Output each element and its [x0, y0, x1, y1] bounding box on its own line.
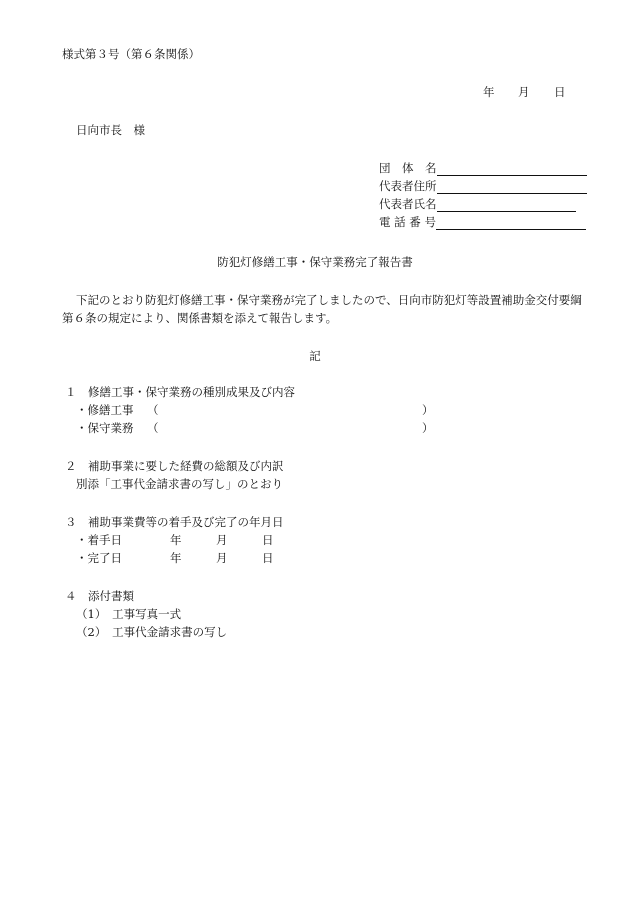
- attachment-item: （2） 工事代金請求書の写し: [76, 625, 228, 639]
- rep-address-field[interactable]: [437, 180, 587, 194]
- applicant-phone-row: [379, 216, 586, 230]
- group-name-label: 団 体 名: [379, 161, 437, 176]
- section3-heading: ３ 補助事業費等の着手及び完了の年月日: [65, 515, 284, 529]
- date-year-label: 年: [483, 85, 495, 99]
- end-year-label: 年: [170, 551, 182, 565]
- maintenance-paren-open: （: [147, 421, 159, 435]
- repair-work-paren-open: （: [147, 403, 159, 417]
- repair-work-label: ・修繕工事: [76, 403, 134, 417]
- end-month-label: 月: [216, 551, 228, 565]
- date-day-label: 日: [554, 85, 566, 99]
- section2-content: 別添「工事代金請求書の写し」のとおり: [76, 477, 283, 491]
- date-month-label: 月: [518, 85, 530, 99]
- section1-heading: １ 修繕工事・保守業務の種別成果及び内容: [65, 385, 295, 399]
- phone-label: 電 話 番 号: [379, 215, 436, 230]
- section4-heading: ４ 添付書類: [65, 589, 134, 603]
- applicant-name-row: [379, 198, 576, 212]
- attachment-item: （1） 工事写真一式: [76, 607, 182, 621]
- applicant-group-name-row: [379, 162, 587, 176]
- addressee: 日向市長 様: [76, 123, 145, 137]
- end-date-label: ・完了日: [76, 551, 122, 565]
- group-name-field[interactable]: [437, 162, 587, 176]
- rep-address-label: 代表者住所: [379, 179, 437, 194]
- start-year-label: 年: [170, 533, 182, 547]
- start-date-label: ・着手日: [76, 533, 122, 547]
- maintenance-label: ・保守業務: [76, 421, 134, 435]
- body-line-2: 第６条の規定により、関係書類を添えて報告します。: [62, 311, 338, 325]
- document-title: 防犯灯修繕工事・保守業務完了報告書: [217, 255, 413, 269]
- applicant-address-row: [379, 180, 587, 194]
- body-line-1: 下記のとおり防犯灯修繕工事・保守業務が完了しましたので、日向市防犯灯等設置補助金交付要綱: [76, 293, 582, 307]
- maintenance-paren-close: ）: [422, 421, 434, 435]
- phone-field[interactable]: [436, 216, 586, 230]
- rep-name-label: 代表者氏名: [379, 197, 437, 212]
- rep-name-field[interactable]: [437, 198, 576, 212]
- end-day-label: 日: [262, 551, 274, 565]
- start-day-label: 日: [262, 533, 274, 547]
- form-number: 様式第３号（第６条関係）: [62, 47, 200, 61]
- repair-work-paren-close: ）: [422, 403, 434, 417]
- ki-heading: 記: [309, 349, 321, 363]
- section2-heading: ２ 補助事業に要した経費の総額及び内訳: [65, 459, 284, 473]
- start-month-label: 月: [216, 533, 228, 547]
